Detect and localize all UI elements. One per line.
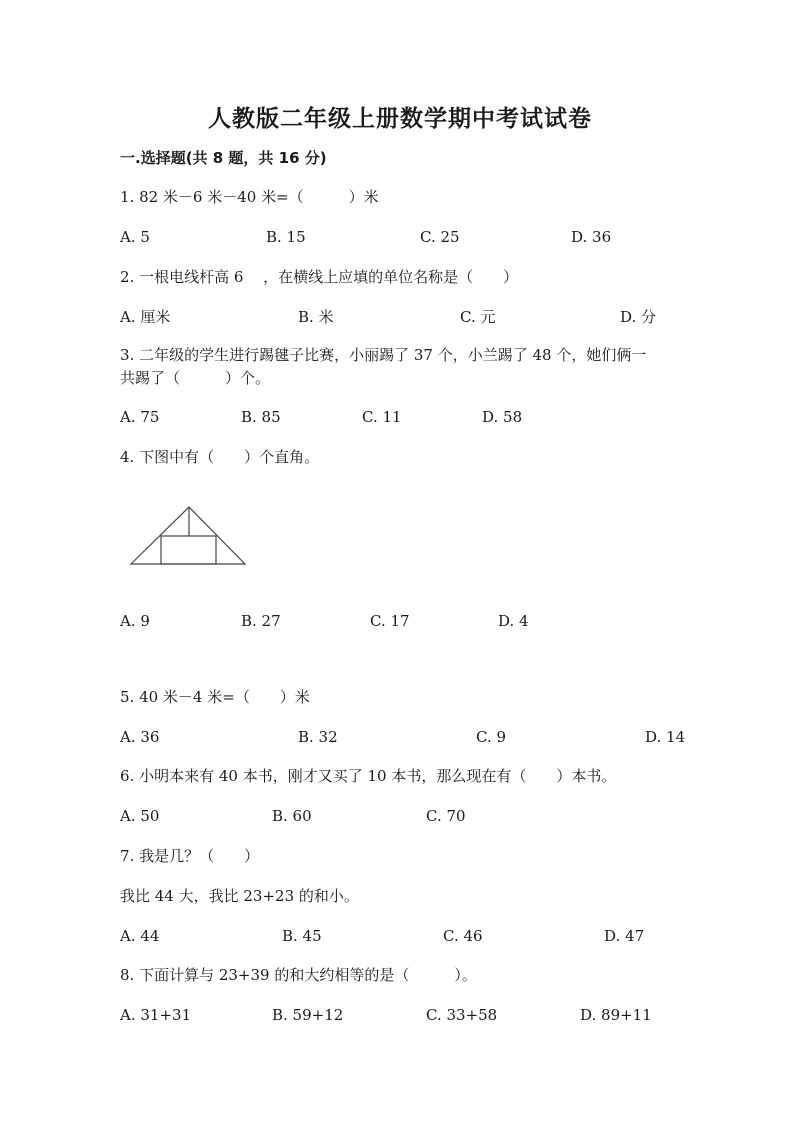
question-8-option-a: A. 31+31 [120,1006,192,1024]
question-8-stem: 8. 下面计算与 23+39 的和大约相等的是（ ）。 [120,966,477,984]
question-4-option-a: A. 9 [120,612,150,630]
question-4-option-d: D. 4 [498,612,529,630]
question-1-option-d: D. 36 [571,228,612,246]
question-3-stem-line-2: 共踢了（ ）个。 [120,369,271,387]
question-2-option-a: A. 厘米 [120,308,171,326]
question-1-stem: 1. 82 米－6 米－40 米=（ ）米 [120,188,379,206]
question-6-option-a: A. 50 [120,807,160,825]
question-6-option-c: C. 70 [426,807,466,825]
section-heading: 一.选择题(共 8 题，共 16 分) [120,149,327,167]
question-3-option-c: C. 11 [362,408,402,426]
question-2-stem: 2. 一根电线杆高 6 ，在横线上应填的单位名称是（ ） [120,268,519,286]
question-1-option-b: B. 15 [266,228,306,246]
question-7-option-b: B. 45 [282,927,322,945]
inner-rectangle [161,536,216,564]
question-5-option-b: B. 32 [298,728,338,746]
question-8-option-d: D. 89+11 [580,1006,652,1024]
question-7-option-a: A. 44 [120,927,160,945]
question-3-option-d: D. 58 [482,408,523,426]
question-1-option-c: C. 25 [420,228,460,246]
question-7-option-c: C. 46 [443,927,483,945]
question-2-option-b: B. 米 [298,308,334,326]
question-8-option-c: C. 33+58 [426,1006,498,1024]
question-8-option-b: B. 59+12 [272,1006,344,1024]
question-2-option-d: D. 分 [620,308,657,326]
question-7-stem: 7. 我是几？（ ） [120,847,260,865]
triangle-figure [128,503,248,567]
question-4-stem: 4. 下图中有（ ）个直角。 [120,448,320,466]
question-4-option-c: C. 17 [370,612,410,630]
question-7-clue: 我比 44 大，我比 23+23 的和小。 [120,887,359,905]
question-4-option-b: B. 27 [241,612,281,630]
question-5-stem: 5. 40 米－4 米=（ ）米 [120,688,310,706]
question-6-stem: 6. 小明本来有 40 本书，刚才又买了 10 本书，那么现在有（ ）本书。 [120,767,617,785]
question-3-option-b: B. 85 [241,408,281,426]
question-1-option-a: A. 5 [120,228,150,246]
page-title: 人教版二年级上册数学期中考试试卷 [208,106,592,132]
question-2-option-c: C. 元 [460,308,496,326]
question-5-option-c: C. 9 [476,728,507,746]
question-3-stem-line-1: 3. 二年级的学生进行踢毽子比赛，小丽踢了 37 个，小兰踢了 48 个，她们俩一 [120,346,647,364]
question-6-option-b: B. 60 [272,807,312,825]
question-7-option-d: D. 47 [604,927,645,945]
question-5-option-a: A. 36 [120,728,160,746]
question-3-option-a: A. 75 [120,408,160,426]
question-5-option-d: D. 14 [645,728,686,746]
